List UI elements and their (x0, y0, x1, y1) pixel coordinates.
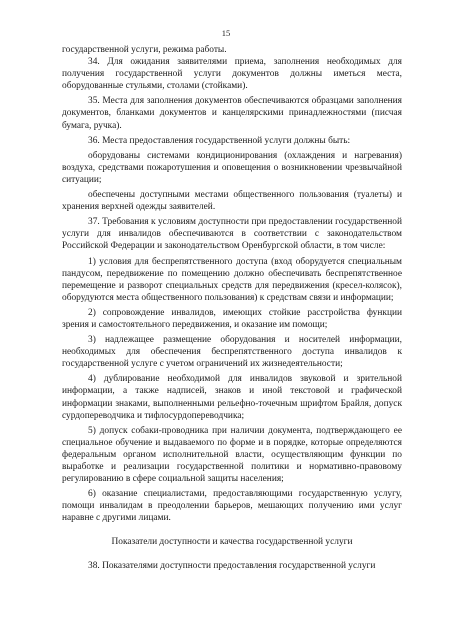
paragraph-34: 34. Для ожидания заявителями приема, заполнения необходимых для получения государственной услуги документов должны иметься места, оборудованные стульями, столами (стойками). (62, 57, 402, 92)
paragraph-37-item-2: 2) сопровождение инвалидов, имеющих стойкие расстройства функции зрения и самостоятельного передвижения, и оказание им помощи; (62, 307, 402, 330)
paragraph-36-item-1: оборудованы системами кондиционирования (охлаждения и нагревания) воздуха, средствами пожаротушения и оповещения о возникновении чрезвычайной ситуации; (62, 150, 402, 185)
paragraph-36: 36. Места предоставления государственной услуги должны быть: (88, 135, 351, 146)
paragraph-37: 37. Требования к условиям доступности при предоставлении государственной услуги для инвалидов обеспечиваются в соответствии с законодательством Российской Федерации и законодательством Оренбургской области, в том числе: (62, 217, 402, 252)
paragraph-36-item-2: обеспечены доступными местами общественного пользования (туалеты) и хранения верхней одежды заявителей. (62, 190, 402, 213)
paragraph-continuation: государственной услуги, режима работы. (62, 45, 227, 55)
paragraph-37-item-4: 4) дублирование необходимой для инвалидов звуковой и зрительной информации, а также надписей, знаков и иной текстовой и графической информации знаками, выполненными рельефно-точечным шрифтом Брайля, допуск сурдопереводчика и тифлосурдопереводчика; (62, 374, 402, 421)
paragraph-38: 38. Показателями доступности предоставления государственной услуги (88, 560, 376, 571)
paragraph-35: 35. Места для заполнения документов обеспечиваются образцами заполнения документов, бланками документов и канцелярскими принадлежностями (писчая бумага, ручка). (62, 96, 402, 131)
paragraph-37-item-1: 1) условия для беспрепятственного доступа (вход оборудуется специальным пандусом, передвижение по помещению должно обеспечивать беспрепятственное перемещение и разворот специальных средств для передвижения (кресел-колясок), оборудуются места общественного пользования) к средствам связи и информации; (62, 256, 402, 303)
page-number: 15 (221, 28, 231, 38)
paragraph-37-item-3: 3) надлежащее размещение оборудования и носителей информации, необходимых для обеспечения беспрепятственного доступа инвалидов к государственной услуге с учетом ограничений их жизнедеятельности; (62, 335, 402, 370)
paragraph-37-item-6: 6) оказание специалистами, предоставляющими государственную услугу, помощи инвалидам в преодолении барьеров, мешающих получению ими услуг наравне с другими лицами. (62, 489, 402, 524)
section-heading: Показатели доступности и качества государственной услуги (111, 537, 353, 548)
paragraph-37-item-5: 5) допуск собаки-проводника при наличии документа, подтверждающего ее специальное обучение и выдаваемого по форме и в порядке, которые определяются федеральным органом исполнительной власти, осуществляющим функции по выработке и реализации государственной политики и нормативно-правовому регулированию в сфере социальной защиты населения; (62, 425, 402, 485)
